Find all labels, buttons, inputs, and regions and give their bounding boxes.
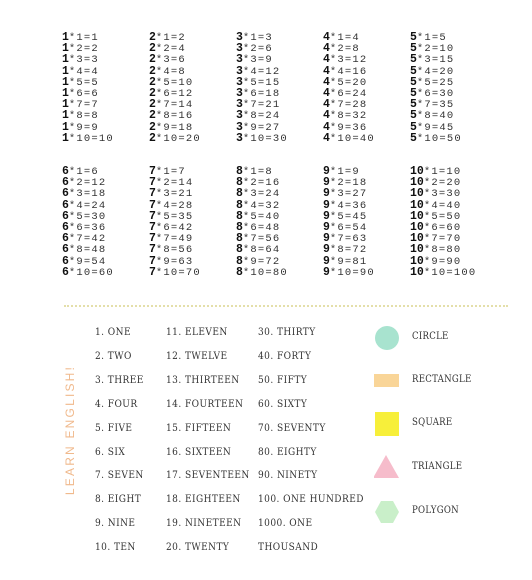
multiplicand: 4 <box>323 87 330 100</box>
equation: *2=12 <box>68 177 107 190</box>
equation: *2=16 <box>242 177 281 190</box>
multiplicand: 3 <box>236 131 243 145</box>
multiplicand: 9 <box>323 198 330 212</box>
equation: *10=30 <box>242 132 288 145</box>
equation: *2=4 <box>155 43 186 56</box>
multiplicand: 3 <box>236 42 243 56</box>
equation: *6=42 <box>155 222 194 234</box>
multiplicand: 9 <box>323 254 330 268</box>
equation: *6=60 <box>423 222 462 234</box>
number-word: 19. NINETEEN <box>166 517 242 530</box>
equation: *7=14 <box>155 99 194 112</box>
multiplicand: 9 <box>323 232 330 246</box>
number-word: 1000. ONE <box>258 517 313 530</box>
multiplicand: 10 <box>410 198 424 212</box>
multiplicand: 4 <box>323 42 330 56</box>
multiplicand: 5 <box>410 131 417 145</box>
equation: *9=54 <box>68 255 107 268</box>
multiplicand: 4 <box>323 75 330 89</box>
equation: *9=27 <box>242 121 281 134</box>
multiplicand: 9 <box>323 265 330 279</box>
multiplicand: 7 <box>149 243 156 257</box>
multiplicand: 10 <box>410 221 424 234</box>
multiplicand: 7 <box>149 165 156 178</box>
number-word: 5. FIVE <box>95 421 133 434</box>
equation: *5=10 <box>155 76 194 89</box>
equation: *2=10 <box>416 43 455 56</box>
rectangle-icon <box>374 366 404 396</box>
multiplicand: 5 <box>410 31 417 44</box>
equation: *6=54 <box>329 222 368 234</box>
multiplicand: 10 <box>410 254 424 268</box>
equation: *8=16 <box>155 110 194 123</box>
equation: *9=18 <box>155 121 194 134</box>
multiplicand: 1 <box>62 75 69 89</box>
equation: *1=7 <box>155 166 186 178</box>
equation: *3=27 <box>329 188 368 201</box>
square-icon <box>374 409 404 439</box>
shape-circle <box>374 323 524 353</box>
equation: *8=24 <box>242 110 281 123</box>
times-row <box>410 267 476 278</box>
multiplicand: 4 <box>323 120 330 134</box>
equation: *7=21 <box>242 99 281 112</box>
multiplicand: 9 <box>323 165 330 178</box>
number-word: THOUSAND <box>258 541 319 554</box>
equation: *5=15 <box>242 76 281 89</box>
multiplicand: 2 <box>149 131 156 145</box>
equation: *4=20 <box>416 65 455 78</box>
number-word: 60. SIXTY <box>258 397 308 410</box>
multiplicand: 5 <box>410 53 417 67</box>
equation: *1=9 <box>329 166 360 178</box>
rectangle-shape <box>374 374 399 387</box>
equation: *6=12 <box>155 88 194 100</box>
number-word: 50. FIFTY <box>258 373 308 386</box>
equation: *10=10 <box>68 132 114 145</box>
number-word: 3. THREE <box>95 373 144 386</box>
multiplicand: 9 <box>323 176 330 190</box>
equation: *4=36 <box>329 199 368 212</box>
shape-label: SQUARE <box>412 417 453 428</box>
number-word: 30. THIRTY <box>258 326 316 338</box>
equation: *4=28 <box>155 199 194 212</box>
triangle-icon <box>374 453 404 483</box>
multiplicand: 7 <box>149 265 156 279</box>
multiplicand: 8 <box>236 221 243 234</box>
equation: *3=18 <box>68 188 107 201</box>
shape-label: RECTANGLE <box>412 374 472 385</box>
times-row <box>62 133 114 144</box>
number-word: 14. FOURTEEN <box>166 397 244 410</box>
equation: *4=16 <box>329 65 368 78</box>
multiplicand: 7 <box>149 198 156 212</box>
multiplicand: 1 <box>62 53 69 67</box>
equation: *7=63 <box>329 233 368 246</box>
multiplicand: 2 <box>149 42 156 56</box>
equation: *9=90 <box>423 255 462 268</box>
equation: *1=1 <box>68 32 99 44</box>
multiplicand: 9 <box>323 221 330 234</box>
equation: *9=45 <box>416 121 455 134</box>
equation: *5=50 <box>423 210 462 223</box>
multiplicand: 10 <box>410 232 424 246</box>
multiplicand: 5 <box>410 64 417 78</box>
times-row <box>62 267 114 278</box>
multiplicand: 2 <box>149 87 156 100</box>
multiplicand: 8 <box>236 176 243 190</box>
shape-triangle <box>374 453 524 483</box>
equation: *8=48 <box>68 244 107 257</box>
multiplicand: 7 <box>149 187 156 201</box>
equation: *3=12 <box>329 54 368 67</box>
multiplicand: 3 <box>236 109 243 123</box>
equation: *4=40 <box>423 199 462 212</box>
multiplicand: 8 <box>236 265 243 279</box>
equation: *4=4 <box>68 65 99 78</box>
equation: *9=9 <box>68 121 99 134</box>
equation: *5=25 <box>416 76 455 89</box>
equation: *10=70 <box>155 266 201 279</box>
multiplicand: 3 <box>236 98 243 112</box>
multiplicand: 5 <box>410 42 417 56</box>
multiplicand: 3 <box>236 75 243 89</box>
multiplicand: 8 <box>236 209 243 223</box>
multiplicand: 2 <box>149 64 156 78</box>
equation: *7=28 <box>329 99 368 112</box>
circle-shape <box>375 326 399 350</box>
shape-rectangle <box>374 366 524 396</box>
multiplicand: 4 <box>323 98 330 112</box>
equation: *4=32 <box>242 199 281 212</box>
multiplicand: 10 <box>410 187 424 201</box>
equation: *3=30 <box>423 188 462 201</box>
circle-icon <box>374 323 404 353</box>
shape-label: CIRCLE <box>412 331 449 342</box>
multiplicand: 4 <box>323 53 330 67</box>
multiplicand: 6 <box>62 243 69 257</box>
multiplicand: 2 <box>149 98 156 112</box>
polygon-icon <box>374 497 404 527</box>
equation: *6=36 <box>68 222 107 234</box>
equation: *1=10 <box>423 166 462 178</box>
multiplicand: 7 <box>149 254 156 268</box>
equation: *10=80 <box>242 266 288 279</box>
multiplicand: 8 <box>236 187 243 201</box>
multiplicand: 4 <box>323 64 330 78</box>
equation: *2=2 <box>68 43 99 56</box>
multiplicand: 10 <box>410 265 424 279</box>
shape-polygon <box>374 497 524 527</box>
multiplicand: 1 <box>62 64 69 78</box>
equation: *3=15 <box>416 54 455 67</box>
equation: *1=8 <box>242 166 273 178</box>
equation: *3=6 <box>155 54 186 67</box>
number-word: 9. NINE <box>95 517 136 530</box>
multiplicand: 1 <box>62 131 69 145</box>
multiplicand: 4 <box>323 31 330 44</box>
times-row <box>236 133 288 144</box>
multiplicand: 6 <box>62 176 69 190</box>
multiplicand: 2 <box>149 120 156 134</box>
number-word: 10. TEN <box>95 541 136 554</box>
number-word: 11. ELEVEN <box>166 326 228 338</box>
dotted-divider <box>64 305 508 307</box>
equation: *9=63 <box>155 255 194 268</box>
multiplicand: 1 <box>62 87 69 100</box>
equation: *8=80 <box>423 244 462 257</box>
equation: *4=12 <box>242 65 281 78</box>
number-word: 8. EIGHT <box>95 493 142 506</box>
number-word: 100. ONE HUNDRED <box>258 493 364 506</box>
times-row <box>323 133 375 144</box>
multiplicand: 6 <box>62 221 69 234</box>
equation: *8=64 <box>242 244 281 257</box>
equation: *8=72 <box>329 244 368 257</box>
multiplicand: 5 <box>410 98 417 112</box>
equation: *8=8 <box>68 110 99 123</box>
multiplicand: 8 <box>236 165 243 178</box>
equation: *5=35 <box>155 210 194 223</box>
times-row <box>236 267 288 278</box>
number-word: 2. TWO <box>95 349 132 362</box>
equation: *1=2 <box>155 32 186 44</box>
equation: *10=100 <box>423 266 477 279</box>
equation: *5=20 <box>329 76 368 89</box>
multiplicand: 8 <box>236 243 243 257</box>
number-word: 16. SIXTEEN <box>166 445 232 458</box>
equation: *1=4 <box>329 32 360 44</box>
times-row <box>410 133 462 144</box>
times-row <box>149 267 201 278</box>
equation: *6=6 <box>68 88 99 100</box>
learn-english-title-text: LEARN ENGLISH! <box>63 364 77 496</box>
number-word: 6. SIX <box>95 445 126 458</box>
number-word: 70. SEVENTY <box>258 421 326 434</box>
multiplicand: 3 <box>236 53 243 67</box>
multiplicand: 6 <box>62 209 69 223</box>
shape-square <box>374 409 524 439</box>
triangle-shape <box>374 455 399 478</box>
multiplicand: 3 <box>236 64 243 78</box>
equation: *5=45 <box>329 210 368 223</box>
multiplicand: 5 <box>410 87 417 100</box>
multiplicand: 7 <box>149 221 156 234</box>
equation: *10=50 <box>416 132 462 145</box>
equation: *9=36 <box>329 121 368 134</box>
equation: *2=20 <box>423 177 462 190</box>
equation: *10=90 <box>329 266 375 279</box>
equation: *6=30 <box>416 88 455 100</box>
multiplicand: 1 <box>62 42 69 56</box>
equation: *7=56 <box>242 233 281 246</box>
equation: *10=40 <box>329 132 375 145</box>
multiplicand: 3 <box>236 31 243 44</box>
equation: *2=8 <box>329 43 360 56</box>
number-word: 80. EIGHTY <box>258 445 317 458</box>
shape-label: POLYGON <box>412 505 459 516</box>
equation: *6=48 <box>242 222 281 234</box>
multiplicand: 6 <box>62 165 69 178</box>
equation: *8=40 <box>416 110 455 123</box>
times-row <box>149 133 201 144</box>
number-word: 18. EIGHTEEN <box>166 493 241 506</box>
equation: *1=3 <box>242 32 273 44</box>
equation: *2=6 <box>242 43 273 56</box>
multiplicand: 9 <box>323 209 330 223</box>
equation: *6=18 <box>242 88 281 100</box>
multiplicand: 2 <box>149 75 156 89</box>
number-word: 4. FOUR <box>95 397 138 410</box>
multiplicand: 1 <box>62 31 69 44</box>
multiplicand: 7 <box>149 209 156 223</box>
multiplicand: 10 <box>410 176 424 190</box>
equation: *2=18 <box>329 177 368 190</box>
number-word: 13. THIRTEEN <box>166 373 240 386</box>
number-word: 40. FORTY <box>258 349 312 362</box>
equation: *3=9 <box>242 54 273 67</box>
multiplicand: 1 <box>62 109 69 123</box>
multiplicand: 2 <box>149 109 156 123</box>
equation: *9=72 <box>242 255 281 268</box>
equation: *5=40 <box>242 210 281 223</box>
equation: *6=24 <box>329 88 368 100</box>
multiplicand: 2 <box>149 31 156 44</box>
number-word: 90. NINETY <box>258 469 318 482</box>
multiplicand: 10 <box>410 165 424 178</box>
multiplicand: 1 <box>62 98 69 112</box>
multiplicand: 8 <box>236 254 243 268</box>
multiplicand: 6 <box>62 198 69 212</box>
number-word: 15. FIFTEEN <box>166 421 232 434</box>
multiplicand: 2 <box>149 53 156 67</box>
number-word: 20. TWENTY <box>166 541 230 554</box>
equation: *3=3 <box>68 54 99 67</box>
equation: *3=24 <box>242 188 281 201</box>
number-word: 1. ONE <box>95 326 131 338</box>
equation: *7=7 <box>68 99 99 112</box>
number-word: 12. TWELVE <box>166 349 228 362</box>
multiplicand: 10 <box>410 209 424 223</box>
multiplicand: 6 <box>62 254 69 268</box>
equation: *7=42 <box>68 233 107 246</box>
times-row <box>323 267 375 278</box>
multiplicand: 4 <box>323 109 330 123</box>
equation: *3=21 <box>155 188 194 201</box>
multiplicand: 7 <box>149 232 156 246</box>
multiplicand: 8 <box>236 232 243 246</box>
multiplicand: 6 <box>62 232 69 246</box>
equation: *8=56 <box>155 244 194 257</box>
equation: *4=8 <box>155 65 186 78</box>
multiplicand: 3 <box>236 120 243 134</box>
number-word: 17. SEVENTEEN <box>166 469 250 482</box>
equation: *1=5 <box>416 32 447 44</box>
shape-label: TRIANGLE <box>412 461 463 472</box>
equation: *7=35 <box>416 99 455 112</box>
multiplicand: 9 <box>323 243 330 257</box>
equation: *5=30 <box>68 210 107 223</box>
equation: *4=24 <box>68 199 107 212</box>
multiplicand: 5 <box>410 120 417 134</box>
multiplicand: 10 <box>410 243 424 257</box>
multiplicand: 4 <box>323 131 330 145</box>
multiplicand: 8 <box>236 198 243 212</box>
multiplicand: 5 <box>410 109 417 123</box>
multiplicand: 3 <box>236 87 243 100</box>
equation: *5=5 <box>68 76 99 89</box>
multiplicand: 6 <box>62 187 69 201</box>
equation: *8=32 <box>329 110 368 123</box>
equation: *10=60 <box>68 266 114 279</box>
equation: *10=20 <box>155 132 201 145</box>
equation: *9=81 <box>329 255 368 268</box>
number-word: 7. SEVEN <box>95 469 144 482</box>
equation: *7=70 <box>423 233 462 246</box>
equation: *7=49 <box>155 233 194 246</box>
equation: *2=14 <box>155 177 194 190</box>
square-shape <box>375 412 399 436</box>
multiplicand: 1 <box>62 120 69 134</box>
multiplicand: 6 <box>62 265 69 279</box>
multiplicand: 9 <box>323 187 330 201</box>
multiplicand: 7 <box>149 176 156 190</box>
equation: *1=6 <box>68 166 99 178</box>
polygon-shape <box>375 501 399 523</box>
multiplicand: 5 <box>410 75 417 89</box>
